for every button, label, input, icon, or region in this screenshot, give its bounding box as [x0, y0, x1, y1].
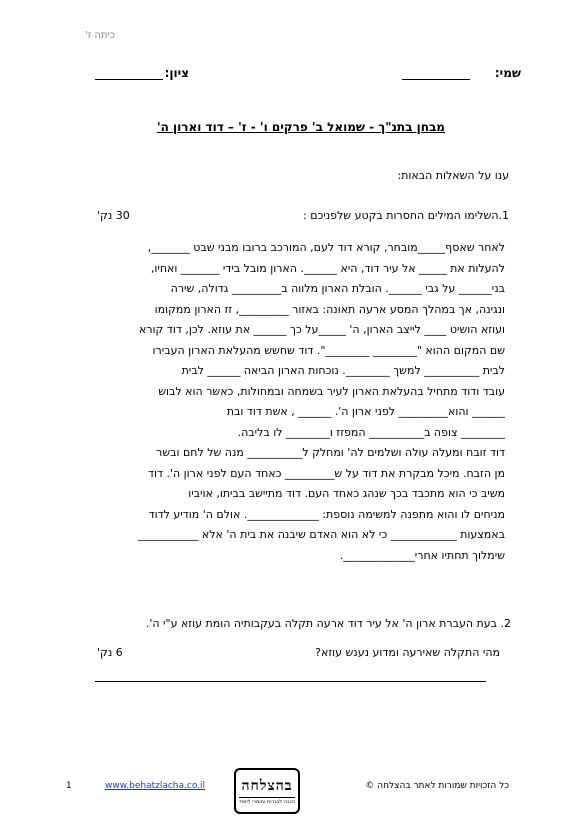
paragraph-line: לאחר שאסף_____מובחר, קורא דוד לעם, המורכב ברובו מבני שבט _______,	[147, 241, 505, 254]
paragraph-line: משיב כי הוא מתכבד בכך שנהג כאחד העם. דוד מתיישב בביתו, אויביו	[188, 487, 505, 500]
paragraph-line: באמצעות ____________ כי לא הוא האדם שיבנה את בית ה' אלא ___________	[137, 528, 505, 541]
fill-in-paragraph	[93, 238, 505, 566]
paragraph-line: ______ והוא_________ לפני ארון ה'. ______ , אשת דוד ובת	[226, 405, 505, 418]
paragraph-line: מן הזבח. מיכל מבקרת את דוד על ש_________ כאחד העם לפני ארון ה'. דוד	[147, 466, 505, 480]
question-2-text: 2. בעת העברת ארון ה' אל עיר דוד ארעה תקלה בעקבותיה הומת עוזא ע"י ה'.	[145, 617, 511, 630]
logo-text: בהצלחה	[241, 777, 293, 794]
paragraph-line: דוד זובח ומעלה עולה ושלמים לה' ומחלק ל__________ מנה של לחם ובשר	[156, 446, 505, 459]
paragraph-line: בני______ על גבי ______. הובלת הארון מלווה ב_________ גדולה, שירה	[170, 282, 505, 295]
question-1-points: 30 נק'	[97, 209, 130, 222]
question-1-text: 1.השלימו המילים החסרות בקטע שלפניכם :	[303, 209, 509, 222]
paragraph-line: ונגינה, אך במהלך המסע ארעה תאונה: באזור _________, זז הארון ממקומו	[154, 302, 505, 316]
site-logo	[234, 768, 300, 814]
question-2-answer-line[interactable]	[95, 681, 486, 682]
name-label: שמי:	[494, 66, 521, 80]
instructions: ענו על השאלות הבאות:	[397, 169, 509, 182]
paragraph-line: ועוזא הושיט ____ לייצב הארון, ה' _____על כך ______ את עוזא. לכן, דוד קורא	[139, 323, 505, 336]
paragraph-line: עובד ודוד מתחיל בהעלאת הארון לעיר בשמחה ובמחולות, כאשר הוא לבוש	[158, 384, 505, 398]
paragraph-line: מניחים לו והוא מתפנה למשימה נוספת: _____________. אולם ה' מודיע לדוד	[148, 507, 505, 521]
class-label: כיתה ז'	[84, 30, 115, 41]
name-answer-line[interactable]	[402, 79, 470, 80]
question-2-subquestion: מהי התקלה שאירעה ומדוע נענש עוזא?	[315, 646, 500, 659]
page-number: 1	[66, 781, 72, 791]
paragraph-line: לבית __________ למשך ________. נוכחות הארון הביאה ______ לבית	[181, 364, 505, 377]
logo-tagline: הכנה לבגרות וחומרי לימוד	[239, 798, 295, 805]
grade-label: ציון:	[164, 66, 189, 80]
paragraph-line: שימלוך תחתיו אחרי_____________.	[339, 548, 505, 562]
site-link[interactable]: www.behatzlacha.co.il	[105, 781, 206, 791]
paragraph-line: ________ צופה ב__________ המפזז ו________ לו בליבה.	[237, 425, 505, 439]
paragraph-line: להעלות את _____ אל עיר דוד, היא ______. הארון מובל בידי _______ ואחיו,	[150, 261, 505, 275]
copyright-notice: כל הזכויות שמורות לאתר בהצלחה ©	[365, 781, 509, 791]
grade-answer-line[interactable]	[95, 79, 163, 80]
page-title: מבחן בתנ"ך - שמואל ב' פרקים ו' - ז' – דוד וארון ה'	[156, 120, 445, 134]
paragraph-line: שם המקום ההוא "________ ________". דוד שחשש מהעלאת הארון העבירו	[152, 343, 505, 357]
question-2-points: 6 נק'	[97, 646, 123, 659]
